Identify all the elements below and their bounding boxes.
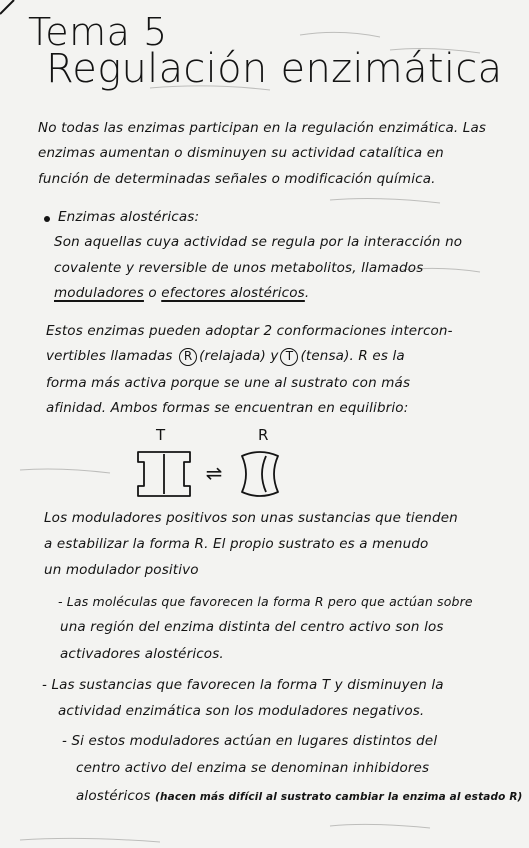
negative-line-1: - Las sustancias que favorecen la forma T y disminuyen la: [42, 677, 444, 693]
conformations-line-2-pre: vertibles llamadas: [46, 348, 173, 364]
conformations-line-2: [46, 348, 405, 366]
bullet-dot: [44, 216, 50, 222]
term-moduladores: moduladores: [54, 285, 144, 301]
activators-line-2: una región del enzima distinta del centro activo son los: [60, 619, 444, 635]
positive-line-1: Los moduladores positivos son unas sustancias que tienden: [44, 510, 458, 526]
positive-line-3: un modulador positivo: [44, 562, 199, 578]
conformation-equilibrium-diagram: [130, 448, 310, 500]
term-efectores: efectores alostéricos: [161, 285, 305, 301]
term-end: .: [304, 285, 310, 301]
negative-line-2: actividad enzimática son los moduladores negativos.: [58, 703, 425, 719]
conformations-line-4: afinidad. Ambos formas se encuentran en equilibrio:: [46, 400, 409, 416]
term-joiner: o: [143, 285, 162, 301]
conformations-line-1: Estos enzimas pueden adoptar 2 conformaciones intercon-: [46, 323, 453, 339]
t-description: (tensa).: [300, 348, 354, 364]
circled-t-letter: T: [280, 348, 298, 366]
activators-line-3: activadores alostéricos.: [60, 646, 224, 662]
intro-line-2: enzimas aumentan o disminuyen su actividad catalítica en: [38, 145, 444, 161]
diagram-label-t: T: [156, 426, 166, 444]
conjunction-y: y: [270, 348, 279, 364]
inhibitors-line-2: centro activo del enzima se denominan inhibidores: [76, 760, 430, 776]
definition-terms: [54, 285, 309, 301]
section-heading: Enzimas alostéricas:: [58, 209, 200, 225]
r-state-shape: [242, 452, 278, 496]
intro-line-1: No todas las enzimas participan en la regulación enzimática. Las: [38, 120, 487, 136]
positive-line-2: a estabilizar la forma R. El propio sustrato es a menudo: [44, 536, 429, 552]
conformations-line-3: forma más activa porque se une al sustrato con más: [46, 375, 411, 391]
diagram-label-r: R: [258, 426, 269, 444]
definition-line-2: covalente y reversible de unos metabolitos, llamados: [54, 260, 424, 276]
inhibitors-line-3: [76, 788, 523, 804]
circled-r-letter: R: [179, 348, 197, 366]
intro-line-3: función de determinadas señales o modificación química.: [38, 171, 436, 187]
inhibitors-line-1: - Si estos moduladores actúan en lugares distintos del: [62, 733, 438, 749]
page-title-line-2: Regulación enzimática: [46, 46, 503, 92]
definition-line-1: Son aquellas cuya actividad se regula por la interacción no: [54, 234, 463, 250]
r-description: (relajada): [199, 348, 266, 364]
activators-line-1: - Las moléculas que favorecen la forma R pero que actúan sobre: [58, 594, 473, 609]
equilibrium-arrows-icon: ⇌: [205, 461, 223, 485]
page-title-line-1: Tema 5: [28, 10, 168, 54]
inhibitors-line-3-main: alostéricos: [76, 788, 151, 804]
inhibitors-note: (hacen más difícil al sustrato cambiar la enzima al estado R): [155, 791, 523, 803]
conformations-line-2-post: R es la: [358, 348, 405, 364]
